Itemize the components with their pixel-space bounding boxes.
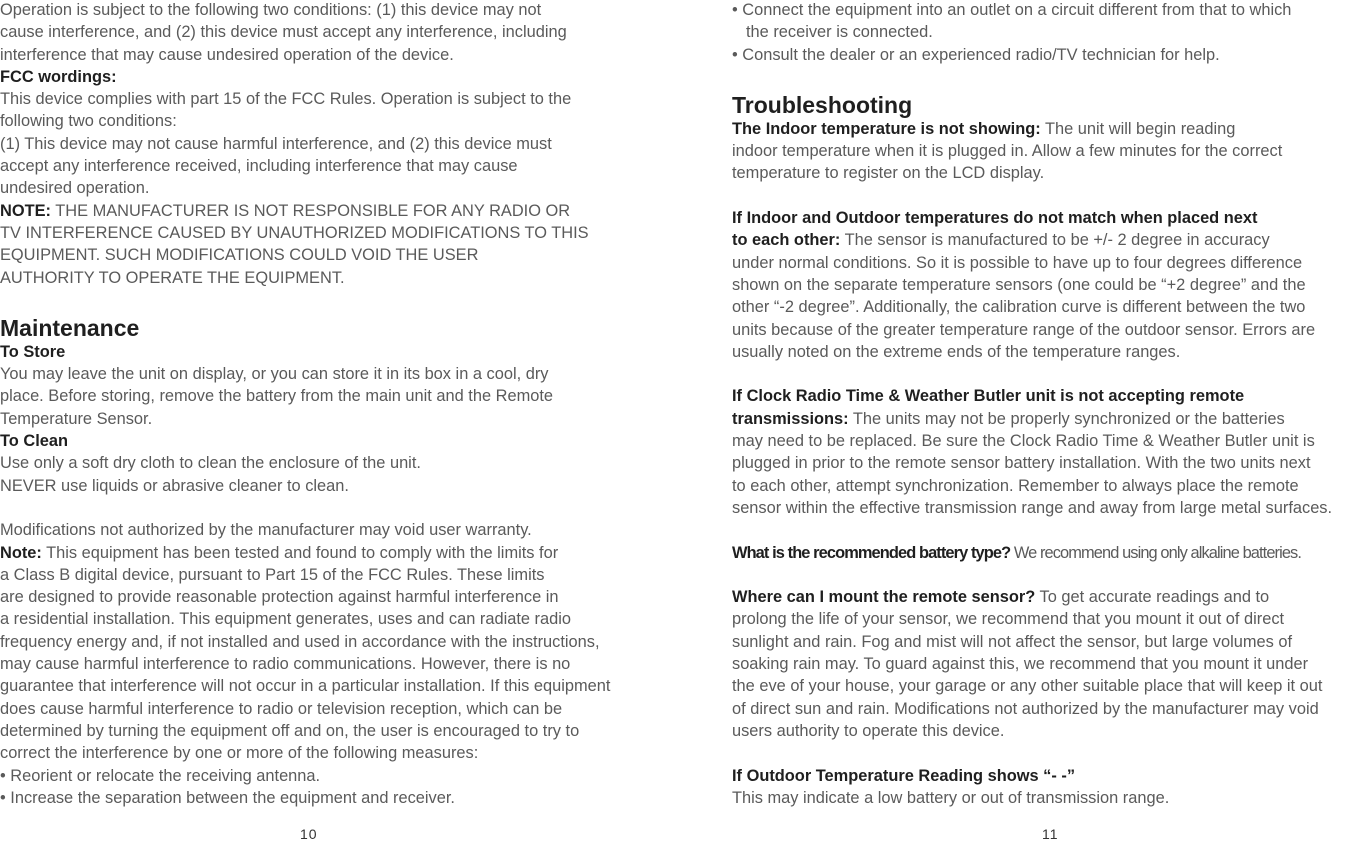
faq-question-line xyxy=(732,229,1364,251)
faq-answer: The units may not be properly synchronized or the batteries xyxy=(848,409,1285,428)
note-line: are designed to provide reasonable protection against harmful interference in xyxy=(0,588,559,607)
faq-answer: The unit will begin reading xyxy=(1040,119,1236,138)
faq-question: The Indoor temperature is not showing: xyxy=(732,119,1041,138)
troubleshooting-title: Troubleshooting xyxy=(732,91,913,118)
intro-line: interference that may cause undesired operation of the device. xyxy=(0,45,454,64)
faq-question: What is the recommended battery type? xyxy=(732,543,1011,562)
faq-answer: To get accurate readings and to xyxy=(1035,588,1270,607)
faq-answer-line: may need to be replaced. Be sure the Clock Radio Time & Weather Butler unit is xyxy=(732,432,1315,451)
faq-question: Where can I mount the remote sensor? xyxy=(732,588,1036,607)
clean-line: Use only a soft dry cloth to clean the enclosure of the unit. xyxy=(0,454,421,473)
faq-question-line xyxy=(732,542,1364,564)
note-caps-line: AUTHORITY TO OPERATE THE EQUIPMENT. xyxy=(0,268,345,287)
store-line: place. Before storing, remove the battery from the main unit and the Remote xyxy=(0,387,554,406)
note-caps-label: NOTE: xyxy=(0,201,51,220)
spacer xyxy=(732,185,1364,207)
spacer xyxy=(732,564,1364,586)
fcc-line: This device complies with part 15 of the FCC Rules. Operation is subject to the xyxy=(0,90,572,109)
left-page xyxy=(0,0,640,809)
fcc-line: following two conditions: xyxy=(0,112,177,131)
to-clean-heading: To Clean xyxy=(0,432,68,451)
faq-question-line xyxy=(732,586,1364,608)
faq-question: to each other: xyxy=(732,231,841,250)
note-caps-text: THE MANUFACTURER IS NOT RESPONSIBLE FOR ANY RADIO OR xyxy=(51,201,571,220)
note-line: does cause harmful interference to radio or television reception, which can be xyxy=(0,699,563,718)
intro-line: cause interference, and (2) this device must accept any interference, including xyxy=(0,23,567,42)
spacer xyxy=(0,497,640,519)
faq-question: If Clock Radio Time & Weather Butler unit is not accepting remote xyxy=(732,387,1245,406)
faq-answer-line: users authority to operate this device. xyxy=(732,721,1005,740)
store-line: You may leave the unit on display, or you can store it in its box in a cool, dry xyxy=(0,365,549,384)
note-text: This equipment has been tested and found to comply with the limits for xyxy=(41,543,559,562)
faq-question: If Indoor and Outdoor temperatures do not match when placed next xyxy=(732,209,1258,228)
intro-line: Operation is subject to the following two conditions: (1) this device may not xyxy=(0,1,542,19)
note-line: guarantee that interference will not occur in a particular installation. If this equipment xyxy=(0,677,611,696)
right-page xyxy=(732,0,1364,809)
fcc-heading: FCC wordings: xyxy=(0,67,117,86)
note-caps-line xyxy=(0,200,640,222)
page-number: 11 xyxy=(1042,826,1059,842)
note-line: a Class B digital device, pursuant to Part 15 of the FCC Rules. These limits xyxy=(0,565,545,584)
note-line: may cause harmful interference to radio communications. However, there is no xyxy=(0,655,571,674)
faq-answer-line: shown on the separate temperature sensors (one could be “+2 degree” and the xyxy=(732,275,1306,294)
note-line xyxy=(0,542,640,564)
faq-answer-line: other “-2 degree”. Additionally, the calibration curve is different between the two xyxy=(732,298,1306,317)
faq-question-line xyxy=(732,408,1364,430)
faq-answer-line: prolong the life of your sensor, we recommend that you mount it out of direct xyxy=(732,610,1285,629)
spacer xyxy=(732,742,1364,764)
bullet-continuation: the receiver is connected. xyxy=(746,23,933,42)
faq-answer-line: the eve of your house, your garage or any other suitable place that will keep it out xyxy=(732,677,1323,696)
faq-answer: We recommend using only alkaline batteries. xyxy=(1010,543,1301,562)
faq-answer-line: soaking rain may. To guard against this, we recommend that you mount it under xyxy=(732,655,1309,674)
note-line: frequency energy and, if not installed and used in accordance with the instructions, xyxy=(0,632,600,651)
note-caps-line: EQUIPMENT. SUCH MODIFICATIONS COULD VOID THE USER xyxy=(0,246,479,265)
bullet-item: • Increase the separation between the equipment and receiver. xyxy=(0,788,455,807)
faq-answer: The sensor is manufactured to be +/- 2 degree in accuracy xyxy=(840,231,1270,250)
faq-question: If Outdoor Temperature Reading shows “- -” xyxy=(732,766,1076,785)
note-line: correct the interference by one or more of the following measures: xyxy=(0,744,479,763)
faq-answer-line: usually noted on the extreme ends of the temperature ranges. xyxy=(732,342,1181,361)
bullet-item: • Reorient or relocate the receiving antenna. xyxy=(0,766,321,785)
faq-answer-line: This may indicate a low battery or out of transmission range. xyxy=(732,788,1170,807)
faq-answer-line: to each other, attempt synchronization. Remember to always place the remote xyxy=(732,476,1299,495)
note-line: determined by turning the equipment off and on, the user is encouraged to try to xyxy=(0,721,580,740)
fcc-line: undesired operation. xyxy=(0,179,150,198)
spacer xyxy=(732,519,1364,541)
faq-answer-line: sunlight and rain. Fog and mist will not affect the sensor, but large volumes of xyxy=(732,632,1293,651)
faq-answer-line: under normal conditions. So it is possible to have up to four degrees difference xyxy=(732,253,1303,272)
faq-answer-line: plugged in prior to the remote sensor battery installation. With the two units next xyxy=(732,454,1311,473)
faq-answer-line: indoor temperature when it is plugged in. Allow a few minutes for the correct xyxy=(732,142,1283,161)
faq-answer-line: of direct sun and rain. Modifications not authorized by the manufacturer may void xyxy=(732,699,1319,718)
spacer xyxy=(732,66,1364,92)
faq-answer-line: sensor within the effective transmission range and away from large metal surfaces. xyxy=(732,498,1333,517)
to-store-heading: To Store xyxy=(0,342,66,361)
fcc-line: accept any interference received, including interference that may cause xyxy=(0,157,518,176)
spacer xyxy=(732,363,1364,385)
fcc-line: (1) This device may not cause harmful interference, and (2) this device must xyxy=(0,134,552,153)
faq-answer-line: units because of the greater temperature range of the outdoor sensor. Errors are xyxy=(732,320,1316,339)
page-number: 10 xyxy=(300,826,318,842)
store-line: Temperature Sensor. xyxy=(0,409,153,428)
bullet-item: • Connect the equipment into an outlet on a circuit different from that to which xyxy=(732,1,1292,19)
note-caps-line: TV INTERFERENCE CAUSED BY UNAUTHORIZED MODIFICATIONS TO THIS xyxy=(0,223,589,242)
warranty-line: Modifications not authorized by the manufacturer may void user warranty. xyxy=(0,521,532,540)
faq-question: transmissions: xyxy=(732,409,849,428)
spacer xyxy=(0,289,640,315)
faq-question-line xyxy=(732,118,1364,140)
bullet-item: • Consult the dealer or an experienced radio/TV technician for help. xyxy=(732,45,1220,64)
faq-answer-line: temperature to register on the LCD display. xyxy=(732,164,1045,183)
note-line: a residential installation. This equipment generates, uses and can radiate radio xyxy=(0,610,571,629)
clean-line: NEVER use liquids or abrasive cleaner to clean. xyxy=(0,476,349,495)
maintenance-title: Maintenance xyxy=(0,314,140,341)
note-label: Note: xyxy=(0,543,42,562)
